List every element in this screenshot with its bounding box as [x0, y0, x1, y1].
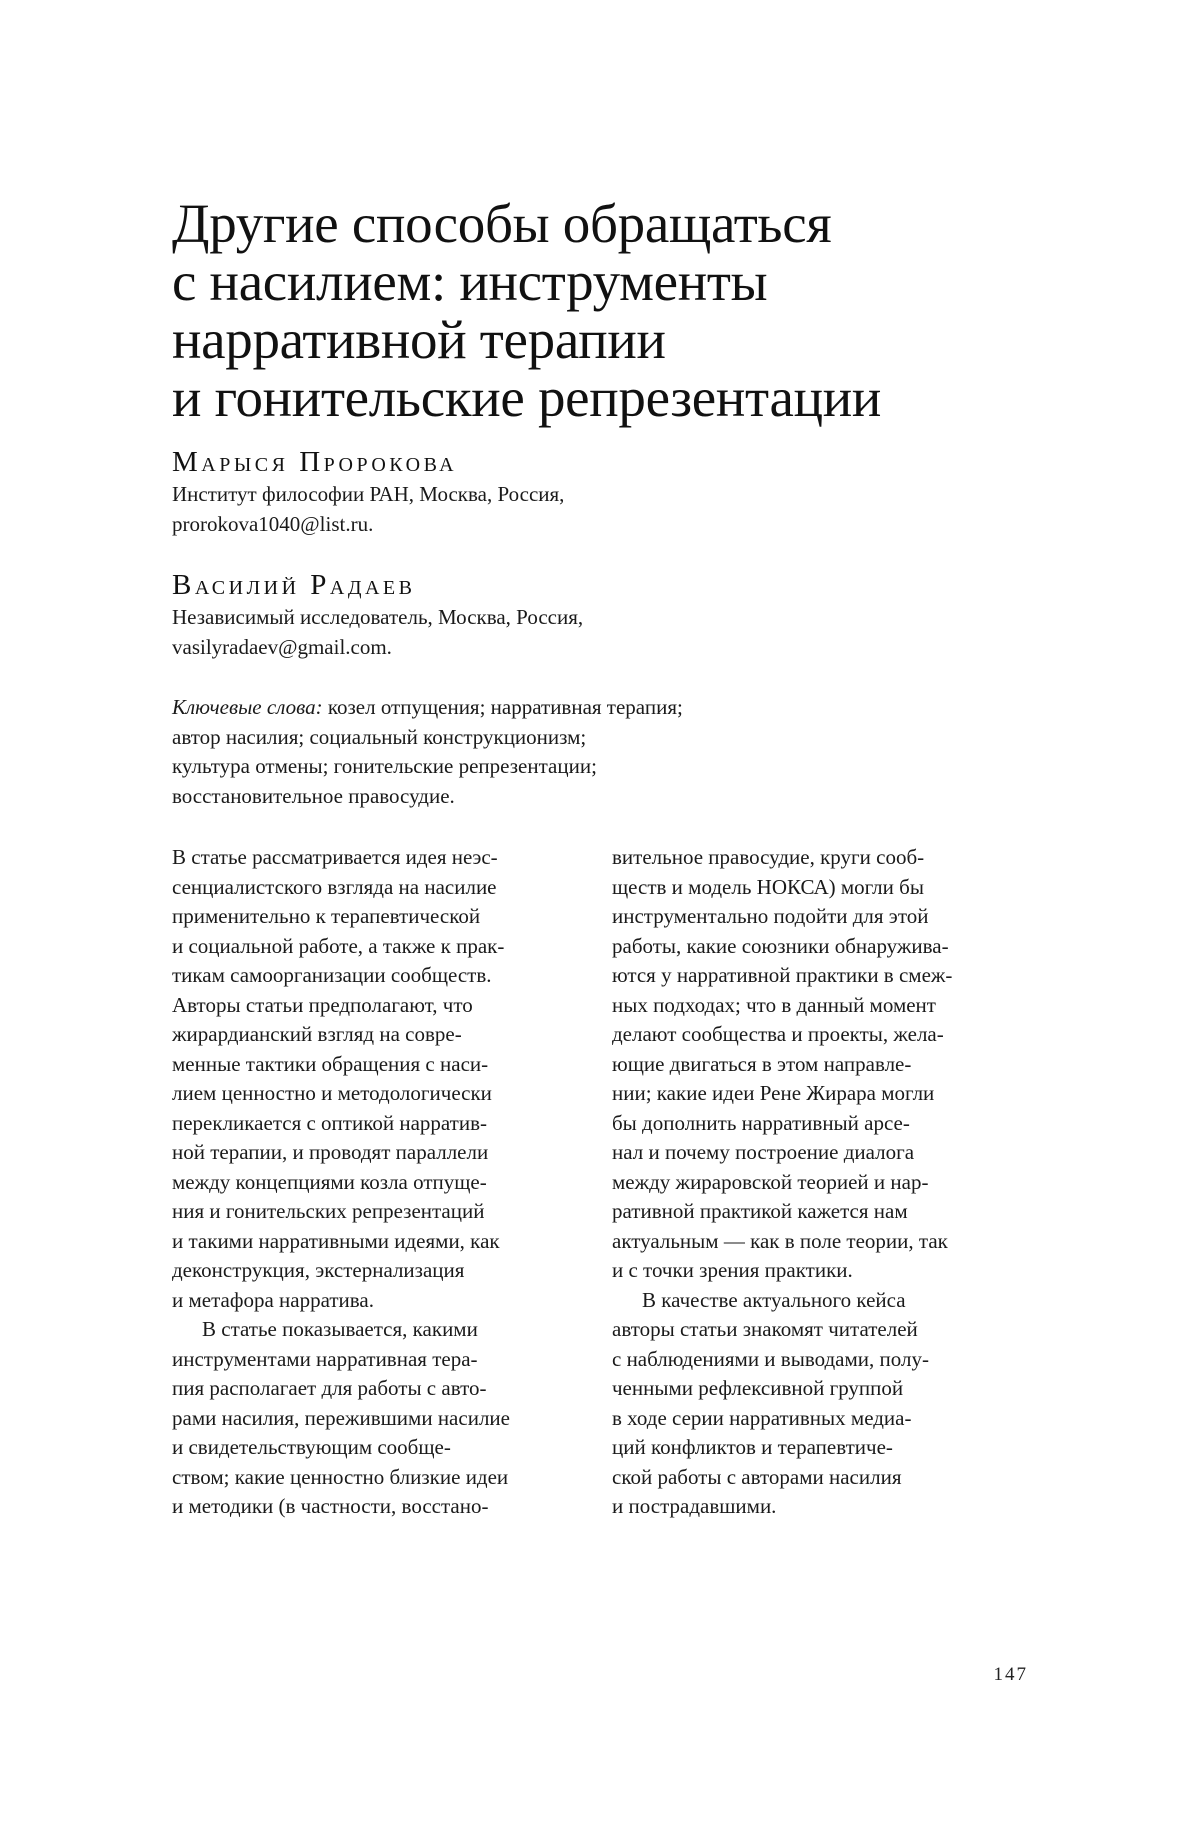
body-line: инструментально подойти для этой — [612, 904, 929, 928]
body-line: нал и почему построение диалога — [612, 1140, 915, 1164]
body-line: и с точки зрения практики. — [612, 1258, 853, 1282]
keywords-label: Ключевые слова: — [172, 695, 323, 719]
author-name: Василий Радаев — [172, 569, 416, 601]
page-number: 147 — [993, 1664, 1028, 1685]
body-line: ством; какие ценностно близкие идеи — [172, 1464, 509, 1489]
keywords-text: козел отпущения; нарративная терапия; — [322, 695, 683, 719]
body-line: ной терапии, и проводят параллели — [172, 1140, 489, 1164]
body-line: и социальной работе, а также к прак- — [172, 933, 505, 958]
title-line: с насилием: инструменты — [172, 251, 768, 312]
body-line: и метафора нарратива. — [172, 1287, 374, 1312]
author-block-prorokova — [172, 445, 1032, 539]
title-line: Другие способы обращаться — [172, 193, 832, 254]
body-line: ративной практикой кажется нам — [612, 1199, 908, 1223]
keywords-line: восстановительное правосудие. — [172, 783, 455, 808]
body-line: деконструкция, экстернализация — [172, 1258, 465, 1282]
body-line: в ходе серии нарративных медиа- — [612, 1405, 912, 1430]
body-line: менные тактики обращения с наси- — [172, 1051, 489, 1076]
body-line: бы дополнить нарративный арсе- — [612, 1110, 910, 1135]
body-line: ченными рефлексивной группой — [612, 1376, 904, 1400]
body-line: нии; какие идеи Рене Жирара могли — [612, 1081, 935, 1105]
body-line: и свидетельствующим сообще- — [172, 1435, 451, 1459]
body-line: В статье рассматривается идея неэс- — [172, 845, 498, 869]
body-line: лием ценностно и методологически — [172, 1081, 492, 1105]
keywords-line — [172, 693, 892, 723]
body-line: ций конфликтов и терапевтиче- — [612, 1435, 893, 1459]
author-email: prorokova1040@list.ru. — [172, 512, 374, 536]
body-line: с наблюдениями и выводами, полу- — [612, 1346, 929, 1371]
body-line: ются у нарративной практики в смеж- — [612, 963, 953, 987]
abstract-left-column — [172, 843, 602, 1522]
body-line: ской работы с авторами насилия — [612, 1464, 902, 1489]
body-line: и пострадавшими. — [612, 1494, 777, 1518]
body-line: и такими нарративными идеями, как — [172, 1228, 500, 1253]
body-line: между концепциями козла отпуще- — [172, 1169, 487, 1194]
body-line: делают сообщества и проекты, жела- — [612, 1022, 944, 1046]
body-line: Авторы статьи предполагают, что — [172, 992, 473, 1017]
title-line: нарративной терапии — [172, 309, 666, 370]
body-line: ния и гонительских репрезентаций — [172, 1199, 485, 1223]
body-line-paragraph-start: В качестве актуального кейса — [642, 1287, 906, 1312]
title-line: и гонительские репрезентации — [172, 367, 881, 428]
abstract-right-column — [612, 843, 1042, 1522]
keywords-line: автор насилия; социальный конструкционизм; — [172, 724, 587, 749]
body-line-paragraph-start: В статье показывается, какими — [202, 1317, 478, 1341]
author-block-radaev — [172, 568, 1032, 662]
body-line: ществ и модель НОКСА) могли бы — [612, 874, 924, 899]
body-line: пия располагает для работы с авто- — [172, 1376, 487, 1400]
keywords-block — [172, 693, 892, 811]
body-line: актуальным — как в поле теории, так — [612, 1228, 948, 1253]
keywords-line: культура отмены; гонительские репрезентации; — [172, 754, 597, 778]
body-line: инструментами нарративная тера- — [172, 1346, 478, 1371]
author-name: Марыся Пророкова — [172, 446, 458, 478]
author-affiliation: Независимый исследователь, Москва, Россия, — [172, 605, 584, 629]
body-line: ющие двигаться в этом направле- — [612, 1051, 912, 1076]
body-line: и методики (в частности, восстано- — [172, 1494, 489, 1518]
body-line: тикам самоорганизации сообществ. — [172, 963, 492, 987]
body-line: сенциалистского взгляда на насилие — [172, 874, 497, 899]
body-line: перекликается с оптикой нарратив- — [172, 1110, 487, 1135]
author-email: vasilyradaev@gmail.com. — [172, 635, 392, 659]
body-line: жирардианский взгляд на совре- — [172, 1022, 462, 1046]
body-line: применительно к терапевтической — [172, 904, 481, 928]
body-line: работы, какие союзники обнаружива- — [612, 933, 949, 958]
body-line: между жираровской теорией и нар- — [612, 1169, 929, 1194]
body-line: вительное правосудие, круги сооб- — [612, 845, 925, 869]
body-line: авторы статьи знакомят читателей — [612, 1317, 918, 1341]
article-title — [172, 195, 1032, 427]
body-line: ных подходах; что в данный момент — [612, 992, 936, 1017]
body-line: рами насилия, пережившими насилие — [172, 1405, 510, 1430]
author-affiliation: Институт философии РАН, Москва, Россия, — [172, 482, 565, 506]
